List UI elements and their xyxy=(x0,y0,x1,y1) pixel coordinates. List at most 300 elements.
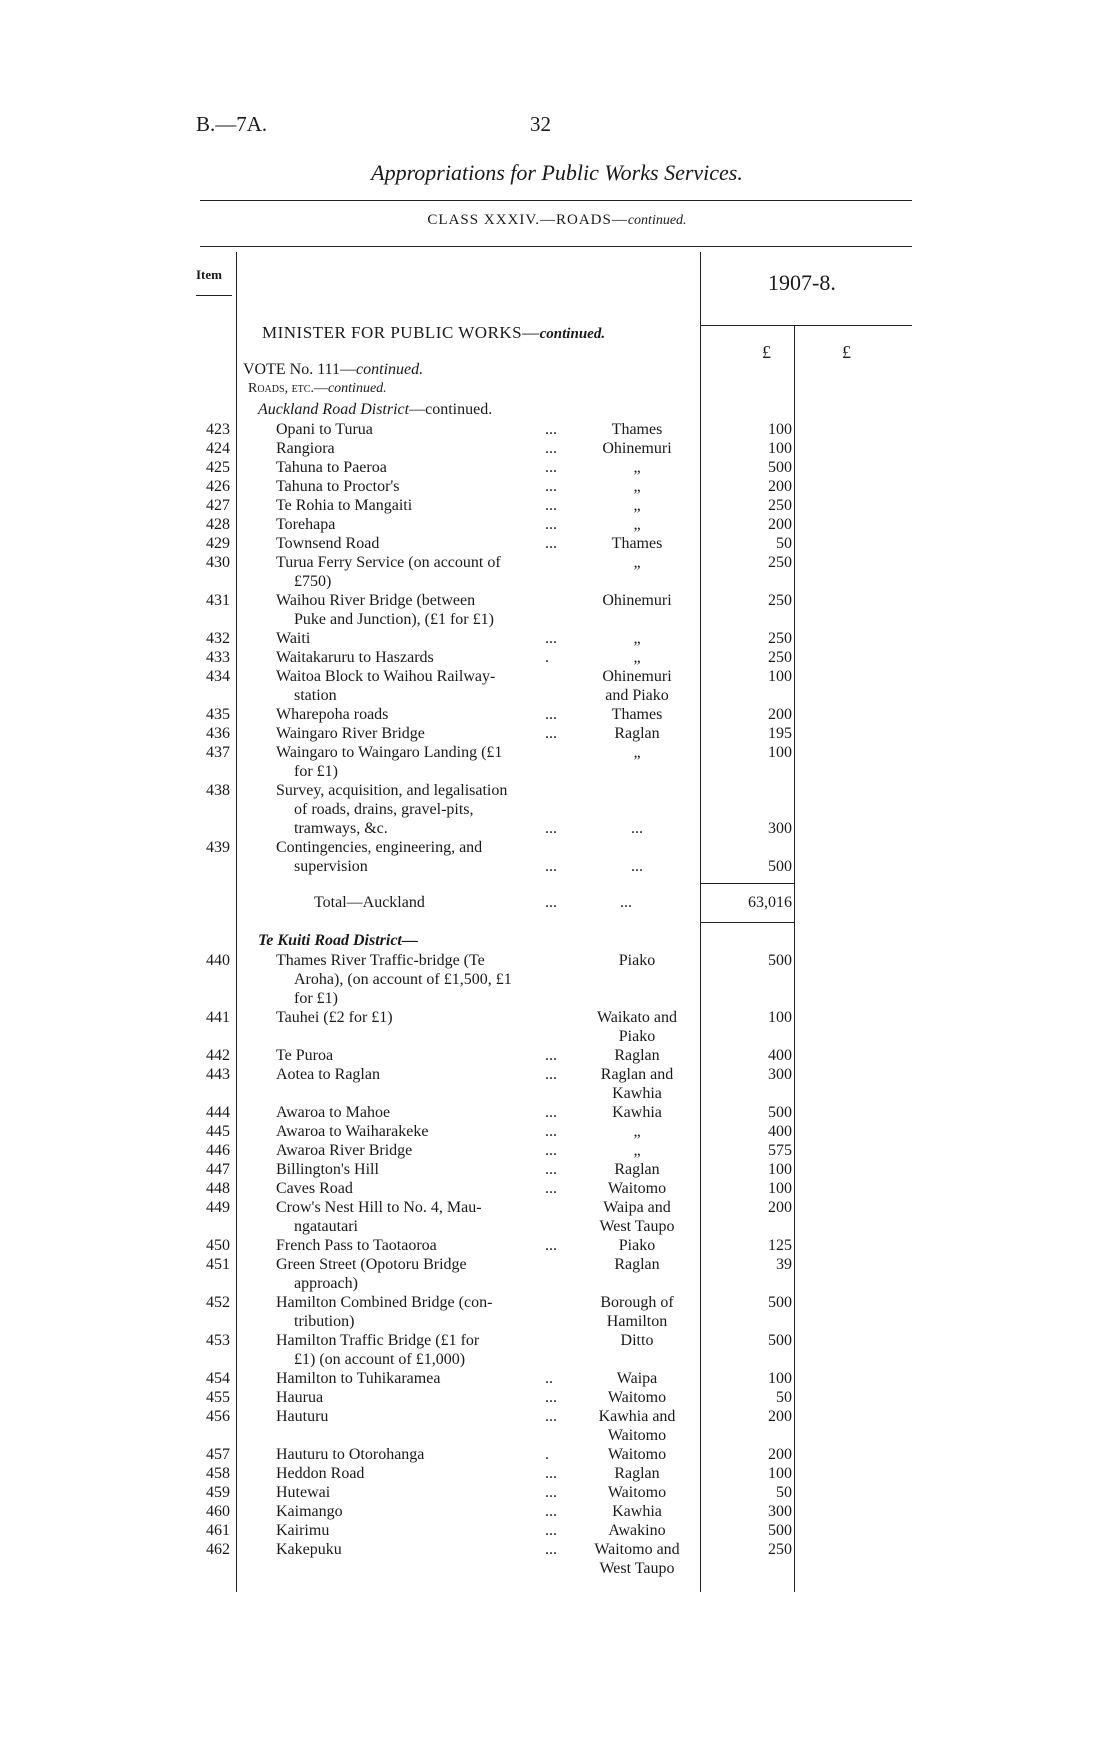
item-description xyxy=(276,439,568,458)
description-line: Wharepoha roads xyxy=(276,706,389,723)
item-number: 445 xyxy=(206,1123,230,1140)
district-line: Thames xyxy=(611,706,663,723)
item-number: 446 xyxy=(206,1142,230,1159)
leader-dots: ... xyxy=(545,858,557,875)
item-number: 436 xyxy=(206,725,230,742)
electoral-district xyxy=(578,1407,696,1445)
item-description xyxy=(276,1255,568,1293)
item-number: 453 xyxy=(206,1332,230,1349)
item-description xyxy=(276,951,568,1008)
electoral-district xyxy=(578,1464,696,1483)
amount: 100 xyxy=(768,744,792,761)
document-code: B.—7A. xyxy=(196,112,268,136)
description-line: Crow's Nest Hill to No. 4, Mau- xyxy=(276,1199,482,1216)
item-description xyxy=(276,515,568,534)
item-description xyxy=(276,1103,568,1122)
amount: 50 xyxy=(776,1389,792,1406)
district-line: Waitomo and xyxy=(594,1541,680,1558)
description-line: Te Rohia to Mangaiti xyxy=(276,497,413,514)
total-leader-dots-2: ... xyxy=(620,894,632,911)
description-continuation: tribution) xyxy=(294,1313,355,1330)
district-line: ... xyxy=(631,820,643,837)
item-description xyxy=(276,1331,568,1369)
district-line: „ xyxy=(633,630,641,647)
amount: 500 xyxy=(768,1332,792,1349)
description-continuation: of roads, drains, gravel-pits, xyxy=(294,801,474,818)
district-line: „ xyxy=(633,649,641,666)
item-description xyxy=(276,1483,568,1502)
electoral-district xyxy=(578,591,696,610)
amount: 500 xyxy=(768,459,792,476)
description-continuation: station xyxy=(294,687,337,704)
leader-dots: ... xyxy=(545,1047,557,1064)
item-number: 456 xyxy=(206,1408,230,1425)
description-continuation: for £1) xyxy=(294,990,338,1007)
description-continuation: for £1) xyxy=(294,763,338,780)
amount: 575 xyxy=(768,1142,792,1159)
amount: 100 xyxy=(768,1370,792,1387)
electoral-district xyxy=(578,857,696,876)
amount: 300 xyxy=(768,1066,792,1083)
amount: 50 xyxy=(776,535,792,552)
electoral-district xyxy=(578,1122,696,1141)
district-line: Raglan and xyxy=(600,1066,674,1083)
description-continuation: £750) xyxy=(294,573,332,590)
electoral-district xyxy=(578,705,696,724)
district-line: „ xyxy=(633,497,641,514)
year-header-rule xyxy=(700,325,912,326)
electoral-district xyxy=(578,515,696,534)
item-number: 441 xyxy=(206,1009,230,1026)
item-description xyxy=(276,534,568,553)
description-line: Thames River Traffic-bridge (Te xyxy=(276,952,485,969)
amount: 250 xyxy=(768,592,792,609)
item-number: 448 xyxy=(206,1180,230,1197)
item-number: 461 xyxy=(206,1522,230,1539)
item-description xyxy=(276,1369,568,1388)
leader-dots: ... xyxy=(545,1408,557,1425)
page-title: Appropriations for Public Works Services. xyxy=(371,160,743,185)
item-number: 426 xyxy=(206,478,230,495)
item-description xyxy=(276,1502,568,1521)
amount: 400 xyxy=(768,1123,792,1140)
total-rule-bottom xyxy=(700,922,794,923)
description-line: Waitakaruru to Haszards xyxy=(276,649,434,666)
item-number: 452 xyxy=(206,1294,230,1311)
amount: 200 xyxy=(768,1408,792,1425)
electoral-district xyxy=(578,439,696,458)
amount: 100 xyxy=(768,668,792,685)
description-continuation: supervision xyxy=(294,858,368,875)
item-number: 449 xyxy=(206,1199,230,1216)
electoral-district xyxy=(578,477,696,496)
item-number: 462 xyxy=(206,1541,230,1558)
item-number: 427 xyxy=(206,497,230,514)
electoral-district xyxy=(578,458,696,477)
district-line: Raglan xyxy=(614,725,660,742)
item-number: 458 xyxy=(206,1465,230,1482)
district-line: Awakino xyxy=(608,1522,666,1539)
district-line: Ohinemuri xyxy=(602,592,672,609)
description-line: Rangiora xyxy=(276,440,335,457)
description-line: Hamilton to Tuhikaramea xyxy=(276,1370,441,1387)
leader-dots: ... xyxy=(545,1142,557,1159)
description-line: Contingencies, engineering, and xyxy=(276,839,483,856)
electoral-district xyxy=(578,1293,696,1331)
rule-table-top xyxy=(200,246,912,247)
item-description xyxy=(276,1008,568,1027)
leader-dots: ... xyxy=(545,820,557,837)
item-number: 442 xyxy=(206,1047,230,1064)
district-line: Waipa xyxy=(616,1370,658,1387)
district-line: „ xyxy=(633,744,641,761)
description-line: Billington's Hill xyxy=(276,1161,379,1178)
district-line: Ohinemuri xyxy=(602,668,672,685)
description-line: Tauhei (£2 for £1) xyxy=(276,1009,393,1026)
electoral-district xyxy=(578,1008,696,1046)
description-line: Heddon Road xyxy=(276,1465,365,1482)
district-line: „ xyxy=(633,478,641,495)
amount: 500 xyxy=(768,858,792,875)
leader-dots: ... xyxy=(545,516,557,533)
description-line: Tahuna to Proctor's xyxy=(276,478,400,495)
amount: 250 xyxy=(768,630,792,647)
item-description xyxy=(276,1065,568,1084)
item-description xyxy=(276,553,568,591)
class-title: CLASS XXXIV.—ROADS—continued. xyxy=(427,212,687,228)
district-line: Waitomo xyxy=(607,1180,667,1197)
amount: 500 xyxy=(768,1104,792,1121)
item-description xyxy=(276,1198,568,1236)
amount: 200 xyxy=(768,516,792,533)
total-amount: 63,016 xyxy=(748,894,792,911)
item-description xyxy=(276,1540,568,1559)
description-line: Turua Ferry Service (on account of xyxy=(276,554,501,571)
electoral-district xyxy=(578,1255,696,1274)
item-description xyxy=(276,1179,568,1198)
item-number: 459 xyxy=(206,1484,230,1501)
item-number: 434 xyxy=(206,668,230,685)
item-number: 460 xyxy=(206,1503,230,1520)
item-description xyxy=(276,724,568,743)
amount-column-rule-right xyxy=(794,325,795,1592)
leader-dots: ... xyxy=(545,1180,557,1197)
leader-dots: ... xyxy=(545,1465,557,1482)
leader-dots: ... xyxy=(545,1503,557,1520)
item-number: 444 xyxy=(206,1104,230,1121)
description-line: Hamilton Traffic Bridge (£1 for xyxy=(276,1332,480,1349)
district-line: „ xyxy=(633,1142,641,1159)
description-line: Torehapa xyxy=(276,516,336,533)
item-description xyxy=(276,420,568,439)
item-number: 428 xyxy=(206,516,230,533)
electoral-district xyxy=(578,743,696,762)
amount: 100 xyxy=(768,1161,792,1178)
vote-heading: VOTE No. 111—continued. xyxy=(243,361,424,378)
district-line: Waikato and xyxy=(596,1009,677,1026)
leader-dots: ... xyxy=(545,1066,557,1083)
electoral-district xyxy=(578,1483,696,1502)
district-line: Ditto xyxy=(620,1332,654,1349)
item-description xyxy=(276,1521,568,1540)
district-line: Waitomo xyxy=(607,1484,667,1501)
amount: 100 xyxy=(768,1465,792,1482)
district-line: Kawhia xyxy=(612,1104,662,1121)
electoral-district xyxy=(578,667,696,705)
year-column-header: 1907-8. xyxy=(768,270,836,295)
district-line: „ xyxy=(633,516,641,533)
description-line: French Pass to Taotaoroa xyxy=(276,1237,437,1254)
description-line: Townsend Road xyxy=(276,535,380,552)
amount: 300 xyxy=(768,1503,792,1520)
electoral-district xyxy=(578,534,696,553)
amount: 250 xyxy=(768,649,792,666)
amount: 200 xyxy=(768,478,792,495)
item-number: 450 xyxy=(206,1237,230,1254)
description-line: Caves Road xyxy=(276,1180,353,1197)
electoral-district xyxy=(578,648,696,667)
roads-heading: Roads, etc.—continued. xyxy=(248,381,387,396)
electoral-district xyxy=(578,1141,696,1160)
description-line: Waingaro to Waingaro Landing (£1 xyxy=(276,744,503,761)
item-description xyxy=(276,743,568,781)
district-line: Waipa and xyxy=(603,1199,671,1216)
leader-dots: ... xyxy=(545,1237,557,1254)
total-leader-dots: ... xyxy=(545,894,557,911)
leader-dots: ... xyxy=(545,725,557,742)
leader-dots: . xyxy=(545,1446,549,1463)
district-line: ... xyxy=(631,858,643,875)
amount: 200 xyxy=(768,706,792,723)
item-number: 425 xyxy=(206,459,230,476)
item-number: 433 xyxy=(206,649,230,666)
district-line: Piako xyxy=(618,1028,656,1045)
electoral-district xyxy=(578,496,696,515)
electoral-district xyxy=(578,1540,696,1578)
electoral-district xyxy=(578,1160,696,1179)
item-description xyxy=(276,838,568,876)
description-line: Awaroa to Mahoe xyxy=(276,1104,391,1121)
item-description xyxy=(276,1388,568,1407)
electoral-district xyxy=(578,1198,696,1236)
description-line: Kakepuku xyxy=(276,1541,342,1558)
leader-dots: ... xyxy=(545,1484,557,1501)
item-description xyxy=(276,458,568,477)
description-continuation: £1) (on account of £1,000) xyxy=(294,1351,466,1368)
item-description xyxy=(276,1122,568,1141)
leader-dots: ... xyxy=(545,1522,557,1539)
description-continuation: ngatautari xyxy=(294,1218,358,1235)
amount: 125 xyxy=(768,1237,792,1254)
description-line: Kairimu xyxy=(276,1522,330,1539)
electoral-district xyxy=(578,1065,696,1103)
district-line: Ohinemuri xyxy=(602,440,672,457)
amount: 250 xyxy=(768,554,792,571)
description-line: Hauturu to Otorohanga xyxy=(276,1446,425,1463)
leader-dots: ... xyxy=(545,440,557,457)
district-line: Waitomo xyxy=(607,1389,667,1406)
leader-dots: ... xyxy=(545,630,557,647)
electoral-district xyxy=(578,1388,696,1407)
electoral-district xyxy=(578,553,696,572)
amount: 500 xyxy=(768,952,792,969)
district-line: Thames xyxy=(611,421,663,438)
leader-dots: ... xyxy=(545,1161,557,1178)
minister-heading: MINISTER FOR PUBLIC WORKS—continued. xyxy=(262,323,606,342)
amount: 50 xyxy=(776,1484,792,1501)
item-description xyxy=(276,1141,568,1160)
item-number: 429 xyxy=(206,535,230,552)
district-line: Raglan xyxy=(614,1465,660,1482)
item-header-rule xyxy=(196,295,232,296)
item-number: 435 xyxy=(206,706,230,723)
district-line: Kawhia and xyxy=(598,1408,676,1425)
description-line: Hamilton Combined Bridge (con- xyxy=(276,1294,493,1311)
amount: 500 xyxy=(768,1522,792,1539)
item-number: 423 xyxy=(206,421,230,438)
page-number: 32 xyxy=(530,112,551,136)
description-line: Tahuna to Paeroa xyxy=(276,459,387,476)
item-description xyxy=(276,1236,568,1255)
electoral-district xyxy=(578,1236,696,1255)
district-line: Waitomo xyxy=(607,1446,667,1463)
te-kuiti-district-heading: Te Kuiti Road District— xyxy=(258,932,418,949)
electoral-district xyxy=(578,1521,696,1540)
item-number: 439 xyxy=(206,839,230,856)
description-continuation: tramways, &c. xyxy=(294,820,388,837)
district-line: Hamilton xyxy=(606,1313,668,1330)
leader-dots: ... xyxy=(545,421,557,438)
district-line: „ xyxy=(633,554,641,571)
description-line: Waihou River Bridge (between xyxy=(276,592,476,609)
item-description xyxy=(276,1160,568,1179)
item-number: 451 xyxy=(206,1256,230,1273)
amount: 200 xyxy=(768,1199,792,1216)
item-description xyxy=(276,1464,568,1483)
description-line: Waingaro River Bridge xyxy=(276,725,425,742)
item-number: 430 xyxy=(206,554,230,571)
electoral-district xyxy=(578,1331,696,1350)
pound-header-1: £ xyxy=(762,342,771,362)
leader-dots: ... xyxy=(545,459,557,476)
item-number: 438 xyxy=(206,782,230,799)
leader-dots: ... xyxy=(545,1541,557,1558)
item-number: 457 xyxy=(206,1446,230,1463)
electoral-district xyxy=(578,1502,696,1521)
amount: 300 xyxy=(768,820,792,837)
auckland-district-heading: Auckland Road District—continued. xyxy=(258,401,493,418)
amount: 39 xyxy=(776,1256,792,1273)
rule-top xyxy=(200,200,912,201)
amount: 250 xyxy=(768,497,792,514)
description-line: Green Street (Opotoru Bridge xyxy=(276,1256,467,1273)
description-line: Kaimango xyxy=(276,1503,343,1520)
amount: 195 xyxy=(768,725,792,742)
leader-dots: .. xyxy=(545,1370,553,1387)
amount: 200 xyxy=(768,1446,792,1463)
description-continuation: approach) xyxy=(294,1275,358,1292)
item-number: 424 xyxy=(206,440,230,457)
district-line: and Piako xyxy=(605,687,669,704)
district-line: Raglan xyxy=(614,1161,660,1178)
amount: 100 xyxy=(768,1180,792,1197)
item-number: 440 xyxy=(206,952,230,969)
leader-dots: . xyxy=(545,649,549,666)
electoral-district xyxy=(578,951,696,970)
pound-header-2: £ xyxy=(842,342,851,362)
total-label: Total—Auckland xyxy=(314,894,425,911)
description-line: Awaroa to Waiharakeke xyxy=(276,1123,429,1140)
item-description xyxy=(276,477,568,496)
item-number: 447 xyxy=(206,1161,230,1178)
description-continuation: Aroha), (on account of £1,500, £1 xyxy=(294,971,512,988)
electoral-district xyxy=(578,1369,696,1388)
leader-dots: ... xyxy=(545,478,557,495)
item-description xyxy=(276,705,568,724)
item-number: 443 xyxy=(206,1066,230,1083)
electoral-district xyxy=(578,819,696,838)
district-line: Piako xyxy=(618,952,656,969)
amount: 100 xyxy=(768,421,792,438)
item-number: 431 xyxy=(206,592,230,609)
district-line: Raglan xyxy=(614,1047,660,1064)
leader-dots: ... xyxy=(545,535,557,552)
description-line: Opani to Turua xyxy=(276,421,373,438)
item-description xyxy=(276,667,568,705)
item-description xyxy=(276,1445,568,1464)
district-line: Thames xyxy=(611,535,663,552)
item-number: 432 xyxy=(206,630,230,647)
amount: 100 xyxy=(768,1009,792,1026)
leader-dots: ... xyxy=(545,1389,557,1406)
item-description xyxy=(276,648,568,667)
district-line: West Taupo xyxy=(599,1218,675,1235)
item-number: 454 xyxy=(206,1370,230,1387)
electoral-district xyxy=(578,1103,696,1122)
district-line: Kawhia xyxy=(612,1503,662,1520)
district-line: Piako xyxy=(618,1237,656,1254)
item-description xyxy=(276,591,568,629)
amount: 100 xyxy=(768,440,792,457)
description-line: Hauturu xyxy=(276,1408,329,1425)
description-line: Aotea to Raglan xyxy=(276,1066,380,1083)
leader-dots: ... xyxy=(545,1123,557,1140)
description-line: Te Puroa xyxy=(276,1047,334,1064)
leader-dots: ... xyxy=(545,497,557,514)
district-line: Waitomo xyxy=(607,1427,667,1444)
item-column-header: Item xyxy=(196,267,222,282)
electoral-district xyxy=(578,724,696,743)
total-rule-top xyxy=(700,883,794,884)
item-description xyxy=(276,1407,568,1426)
district-line: „ xyxy=(633,459,641,476)
description-line: Haurua xyxy=(276,1389,324,1406)
description-line: Awaroa River Bridge xyxy=(276,1142,413,1159)
item-description xyxy=(276,1046,568,1065)
item-description xyxy=(276,496,568,515)
item-description xyxy=(276,1293,568,1331)
electoral-district xyxy=(578,1179,696,1198)
district-line: Kawhia xyxy=(612,1085,662,1102)
item-number: 455 xyxy=(206,1389,230,1406)
amount: 250 xyxy=(768,1541,792,1558)
amount: 400 xyxy=(768,1047,792,1064)
description-continuation: Puke and Junction), (£1 for £1) xyxy=(294,611,494,628)
amount: 500 xyxy=(768,1294,792,1311)
leader-dots: ... xyxy=(545,706,557,723)
electoral-district xyxy=(578,1445,696,1464)
item-number: 437 xyxy=(206,744,230,761)
